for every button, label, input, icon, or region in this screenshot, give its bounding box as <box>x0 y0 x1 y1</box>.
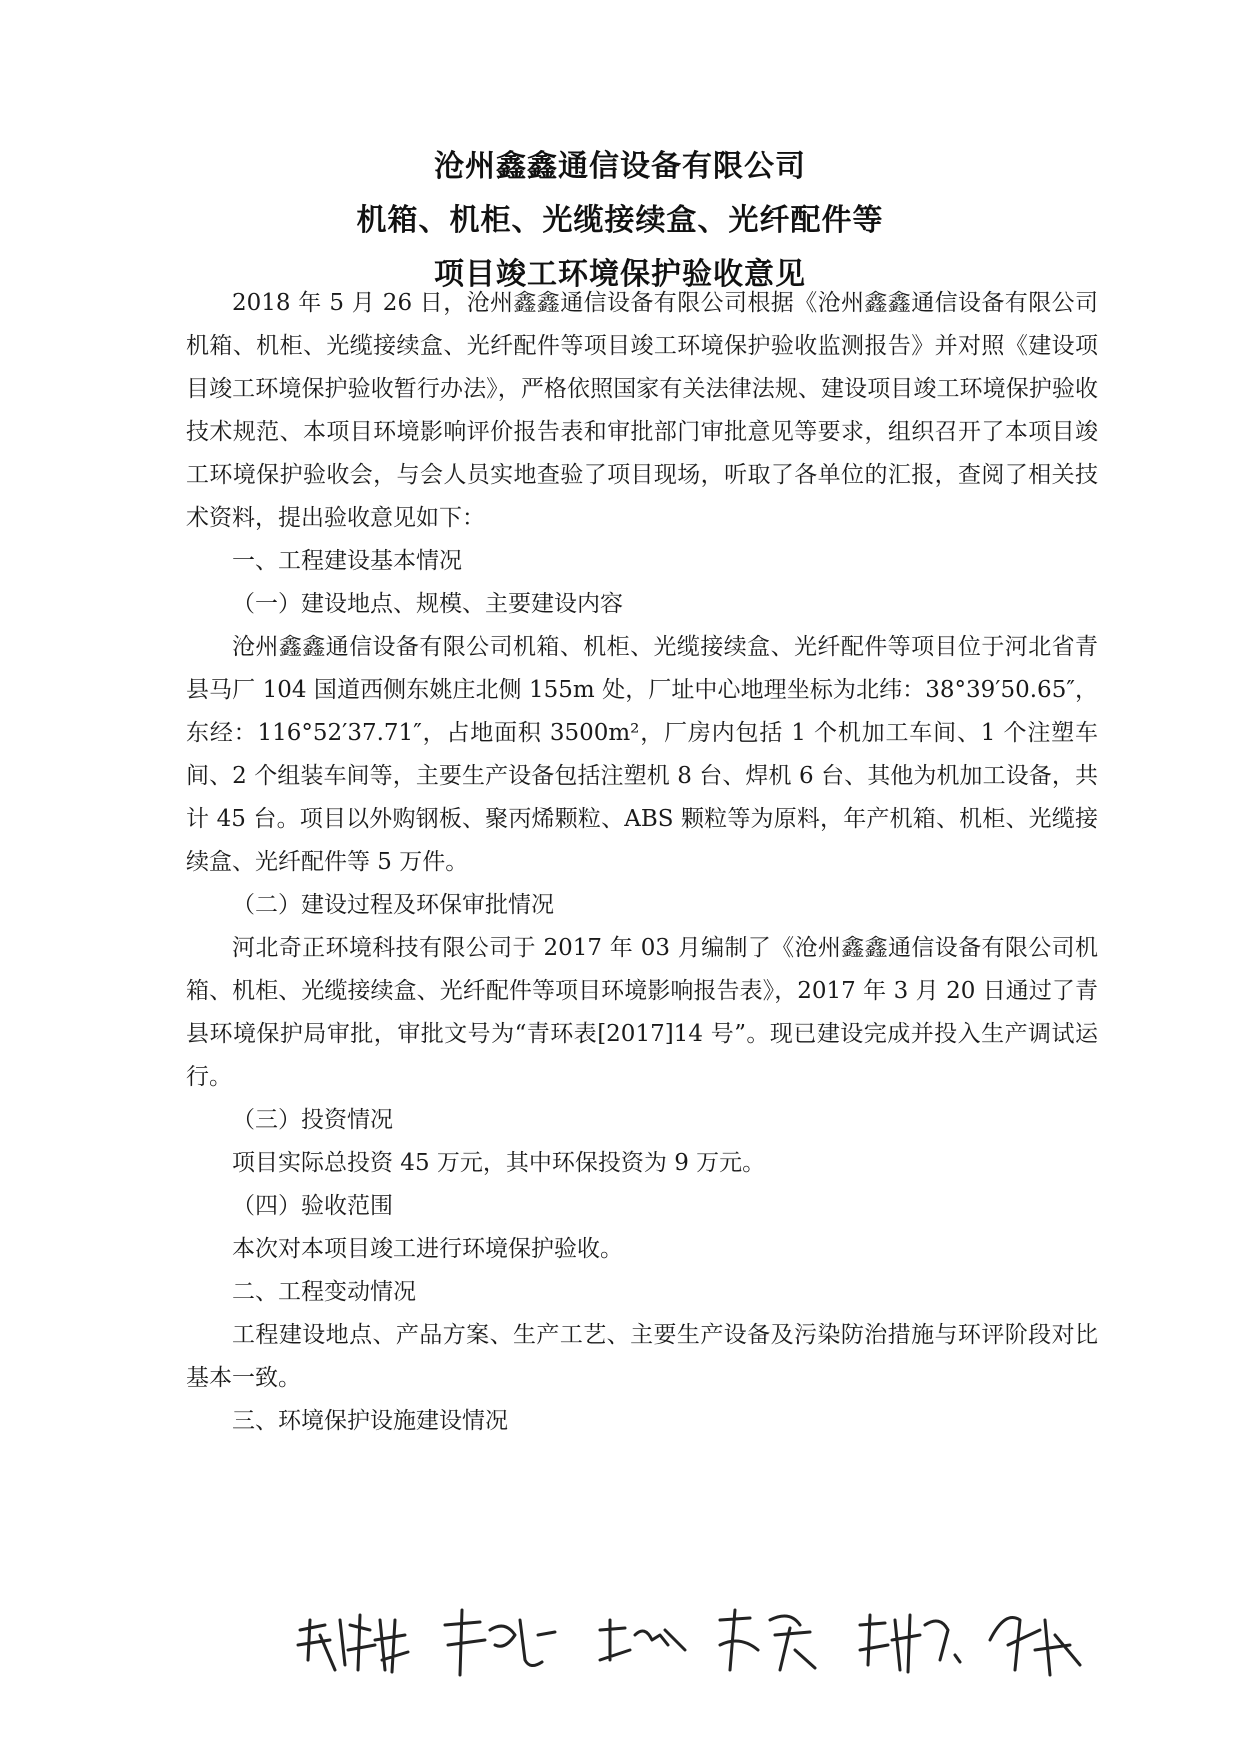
subsection-heading-1-3: （三）投资情况 <box>232 1107 393 1133</box>
paragraph-investment: 项目实际总投资 45 万元，其中环保投资为 9 万元。 <box>232 1150 766 1176</box>
document-title <box>0 140 1240 302</box>
section-heading-1: 一、工程建设基本情况 <box>232 548 462 574</box>
section-heading-2: 二、工程变动情况 <box>232 1279 416 1305</box>
subsection-heading-1-4: （四）验收范围 <box>232 1193 393 1219</box>
title-company: 沧州鑫鑫通信设备有限公司 <box>434 149 806 184</box>
paragraph-intro: 2018 年 5 月 26 日，沧州鑫鑫通信设备有限公司根据《沧州鑫鑫通信设备有限公司机箱、机柜、光缆接续盒、光纤配件等项目竣工环境保护验收监测报告》并对照《建设项目竣工环境保护验收暂行办法》，严格依照国家有关法律法规、建设项目竣工环境保护验收技术规范、本项目环境影响评价报告表和审批部门审批意见等要求，组织召开了本项目竣工环境保护验收会，与会人员实地查验了项目现场，听取了各单位的汇报，查阅了相关技术资料，提出验收意见如下： <box>186 290 1098 531</box>
paragraph-approval: 河北奇正环境科技有限公司于 2017 年 03 月编制了《沧州鑫鑫通信设备有限公司机箱、机柜、光缆接续盒、光纤配件等项目环境影响报告表》，2017 年 3 月 20 日通过了青县环境保护局审批，审批文号为“青环表[2017]14 号”。现已建设完成并投入生产调试运行。 <box>186 935 1098 1090</box>
section-heading-3: 三、环境保护设施建设情况 <box>232 1408 508 1434</box>
subsection-heading-1-2: （二）建设过程及环保审批情况 <box>232 892 554 918</box>
handwritten-signatures <box>280 1590 1180 1690</box>
signature-scribbles <box>280 1590 1180 1690</box>
title-subject: 项目竣工环境保护验收意见 <box>434 257 806 292</box>
paragraph-changes: 工程建设地点、产品方案、生产工艺、主要生产设备及污染防治措施与环评阶段对比基本一致。 <box>186 1322 1098 1391</box>
document-body <box>186 282 1098 1443</box>
title-products: 机箱、机柜、光缆接续盒、光纤配件等 <box>356 203 884 238</box>
subsection-heading-1-1: （一）建设地点、规模、主要建设内容 <box>232 591 623 617</box>
paragraph-location: 沧州鑫鑫通信设备有限公司机箱、机柜、光缆接续盒、光纤配件等项目位于河北省青县马厂 104 国道西侧东姚庄北侧 155m 处，厂址中心地理坐标为北纬：38°39′50.65″，东经：116°52′37.71″，占地面积 3500m²，厂房内包括 1 个机加工车间、1 个注塑车间、2 个组装车间等，主要生产设备包括注塑机 8 台、焊机 6 台、其他为机加工设备，共计 45 台。项目以外购钢板、聚丙烯颗粒、ABS 颗粒等为原料，年产机箱、机柜、光缆接续盒、光纤配件等 5 万件。 <box>186 634 1098 875</box>
paragraph-scope: 本次对本项目竣工进行环境保护验收。 <box>232 1236 623 1262</box>
